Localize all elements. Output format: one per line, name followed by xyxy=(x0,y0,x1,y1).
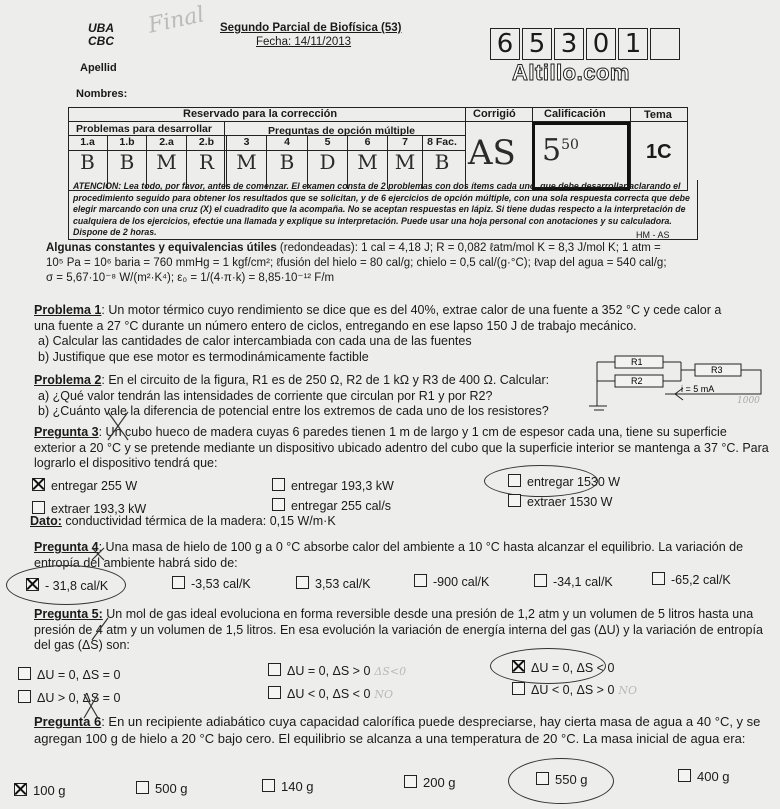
question-3-title: Pregunta 3 xyxy=(34,425,99,439)
grade-cell[interactable]: M xyxy=(388,150,423,189)
option-label: 3,53 cal/K xyxy=(315,577,371,591)
r1-label: R1 xyxy=(631,357,643,367)
calificacion-sup: 50 xyxy=(561,137,579,153)
col-header: 7 xyxy=(388,136,423,150)
col-header: 3 xyxy=(227,136,267,150)
mc-label: Preguntas de opción múltiple xyxy=(268,125,416,137)
grade-cell[interactable]: B xyxy=(267,150,308,189)
digit-box[interactable]: 1 xyxy=(618,28,648,60)
problem-1-b: b) Justifique que ese motor es termodinámicamente factible xyxy=(38,349,369,364)
option-label: entregar 255 cal/s xyxy=(291,499,392,513)
grade-cell[interactable]: B xyxy=(434,150,450,174)
problem-2-title: Problema 2 xyxy=(34,373,102,387)
question-4-title: Pregunta 4 xyxy=(34,540,99,554)
problem-2-a: a) ¿Qué valor tendrán las intensidades de corriente que circulan por R1 y por R2? xyxy=(38,388,493,403)
option-label: extraer 193,3 kW xyxy=(51,502,147,516)
option-label: 100 g xyxy=(33,783,66,798)
grade-cell[interactable]: B xyxy=(68,150,108,189)
circuit-note: 1000 xyxy=(737,396,760,406)
exam-date: Fecha: 14/11/2013 xyxy=(256,36,352,48)
dato-text: conductividad térmica de la madera: 0,15 W/m·K xyxy=(61,514,336,528)
margin-note: NO xyxy=(374,688,394,701)
apellido-label: Apellid xyxy=(80,62,117,74)
question-5-title: Pregunta 5: xyxy=(34,607,103,621)
problem-1-a: a) Calcular las cantidades de calor intercambiada con cada una de las fuentes xyxy=(38,334,472,348)
constants-line3: σ = 5,67·10⁻⁸ W/(m²·K⁴); ε₀ = 1/(4·π·k) = 8,85·10⁻¹² F/m xyxy=(46,272,335,284)
question-6-title: Pregunta 6 xyxy=(34,714,102,729)
grade-cell[interactable]: R xyxy=(187,150,227,189)
problems-label: Problemas para desarrollar xyxy=(76,123,212,135)
col-header: 4 xyxy=(267,136,308,150)
digit-box[interactable]: 0 xyxy=(586,28,616,60)
option-label: entregar 193,3 kW xyxy=(291,479,394,493)
problem-2-text: : En el circuito de la figura, R1 es de 250 Ω, R2 de 1 kΩ y R3 de 400 Ω. Calcular: xyxy=(101,373,550,387)
col-header: 8 Fac. xyxy=(427,136,457,148)
option-label: 140 g xyxy=(281,779,314,794)
nombres-label: Nombres: xyxy=(76,88,128,100)
grade-cell[interactable]: B xyxy=(108,150,147,189)
margin-note: NO xyxy=(618,684,638,697)
digit-box[interactable]: 6 xyxy=(490,28,520,60)
option-label: -3,53 cal/K xyxy=(191,577,251,591)
institution-line1: UBA xyxy=(88,21,114,35)
option-label: 550 g xyxy=(555,772,588,787)
r3-label: R3 xyxy=(711,365,723,375)
option-label: -34,1 cal/K xyxy=(553,575,613,589)
current-label: i = 5 mA xyxy=(681,384,715,394)
option-label: extraer 1530 W xyxy=(527,495,613,509)
question-5-text: Un mol de gas ideal evoluciona en forma reversible desde una presión de 1,2 atm y un volumen de 5 litros hasta una presión de 4 atm y un volumen de 1,5 litros. En esa evolución la variación de energía interna del gas (ΔU) y la variación de entropía del gas (ΔS) son: xyxy=(34,607,763,652)
option-label: entregar 1530 W xyxy=(527,475,621,489)
col-header: 2.b xyxy=(187,136,227,150)
tema-label: Tema xyxy=(644,109,672,121)
problem-2-b: b) ¿Cuánto vale la diferencia de potencial entre los extremos de cada uno de los resistores? xyxy=(38,404,549,418)
question-4-text: : Una masa de hielo de 100 g a 0 °C absorbe calor del ambiente a 10 °C hasta alcanzar el equilibrio. La variación de entropía del ambiente habrá sido de: xyxy=(34,540,744,570)
watermark: Altillo.com xyxy=(512,60,630,85)
option-label: ΔU < 0, ΔS < 0 xyxy=(287,687,371,701)
option-label: ΔU > 0, ΔS = 0 xyxy=(37,691,121,705)
digit-box[interactable]: 3 xyxy=(554,28,584,60)
problem-1-title: Problema 1 xyxy=(34,303,102,317)
col-header: 1.a xyxy=(68,136,108,150)
option-label: 500 g xyxy=(155,781,188,796)
constants-line2: 10⁵ Pa = 10⁶ baria = 760 mmHg = 1 kgf/cm²; ℓfusión del hielo = 80 cal/g; chielo = 0,5 cal/(g·°C); ℓvap del agua = 540 cal/g; xyxy=(46,257,667,269)
corrigio-value[interactable]: AS xyxy=(468,133,516,173)
option-label: 200 g xyxy=(423,775,456,790)
reserved-label: Reservado para la corrección xyxy=(183,108,338,120)
tema-value: 1C xyxy=(646,141,672,163)
problem-1-text: : Un motor térmico cuyo rendimiento se dice que es del 40%, extrae calor de una fuente a 352 °C y cede calor a una fuente a 27 °C durante un número entero de ciclos, entregando en ese lapso 150 J de trabajo mecánico. xyxy=(34,303,722,333)
exam-title: Segundo Parcial de Biofísica (53) xyxy=(220,22,402,34)
question-6-text: : En un recipiente adiabático cuya capacidad calorífica puede despreciarse, hay cierta masa de agua a 40 °C, y se agregan 100 g de hielo a 20 °C bajo cero. El equilibrio se alcanza a una temperatura de 20 °C. La masa inicial de agua era: xyxy=(34,714,761,746)
option-label: ΔU < 0, ΔS > 0 xyxy=(531,683,615,697)
hm-as: HM - AS xyxy=(636,230,670,240)
col-header: 1.b xyxy=(108,136,147,150)
constants-heading: Algunas constantes y equivalencias útiles xyxy=(46,242,277,254)
grade-cell[interactable]: M xyxy=(348,150,388,189)
digit-box[interactable]: 5 xyxy=(522,28,552,60)
institution-line2: CBC xyxy=(88,34,114,48)
grade-cell[interactable]: D xyxy=(308,150,348,189)
option-label: ΔU = 0, ΔS = 0 xyxy=(37,668,121,682)
signature: Final xyxy=(146,2,207,39)
r2-label: R2 xyxy=(631,376,643,386)
question-3-text: : Un cubo hueco de madera cuyas 6 paredes tienen 1 m de largo y 1 cm de espesor cada una, tiene su superficie exterior a 20 °C y se pretende mediante un dispositivo ubicado adentro del cubo que la superficie interior se mantenga a 37 °C. Para lograrlo el dispositivo tendrá que: xyxy=(34,425,769,470)
option-label: entregar 255 W xyxy=(51,479,138,493)
grade-cell[interactable]: M xyxy=(227,150,267,189)
option-label: ΔU = 0, ΔS < 0 xyxy=(531,661,615,675)
grade-cell[interactable]: M xyxy=(147,150,187,189)
option-label: -65,2 cal/K xyxy=(671,573,731,587)
option-label: 400 g xyxy=(697,769,730,784)
col-header: 6 xyxy=(348,136,388,150)
margin-note: ΔS<0 xyxy=(374,665,407,678)
option-label: -900 cal/K xyxy=(433,575,490,589)
option-label: - 31,8 cal/K xyxy=(45,579,109,593)
calificacion-label: Calificación xyxy=(544,108,606,120)
corrigio-label: Corrigió xyxy=(473,108,516,120)
attention-text: ATENCION: Lea todo, por favor, antes de comenzar. El examen consta de 2 problemas con dos ítems cada uno, que debe desarrollar aclarando el procedimiento seguido para obtener los resultados que se solicitan, y de 6 ejercicios de opción múltiple, con una sola respuesta correcta que debe elegir marcando con una cruz (X) el cuadradito que la acompaña. No se aceptan respuestas en lápiz. Si tiene dudas respecto a la interpretación de cualquiera de los ejercicios, efectúe una llamada y explique su interpretación. Puede usar una hoja personal con anotaciones y su calculadora. Dispone de 2 horas. xyxy=(73,181,690,238)
col-header: 5 xyxy=(308,136,348,150)
dato-label: Dato: xyxy=(30,514,62,528)
col-header: 2.a xyxy=(147,136,187,150)
calificacion-main: 5 xyxy=(542,133,562,168)
constants-line1-rest: (redondeadas): 1 cal = 4,18 J; R = 0,082 ℓatm/mol K = 8,3 J/mol K; 1 atm = xyxy=(276,242,661,254)
option-label: ΔU = 0, ΔS > 0 xyxy=(287,664,371,678)
